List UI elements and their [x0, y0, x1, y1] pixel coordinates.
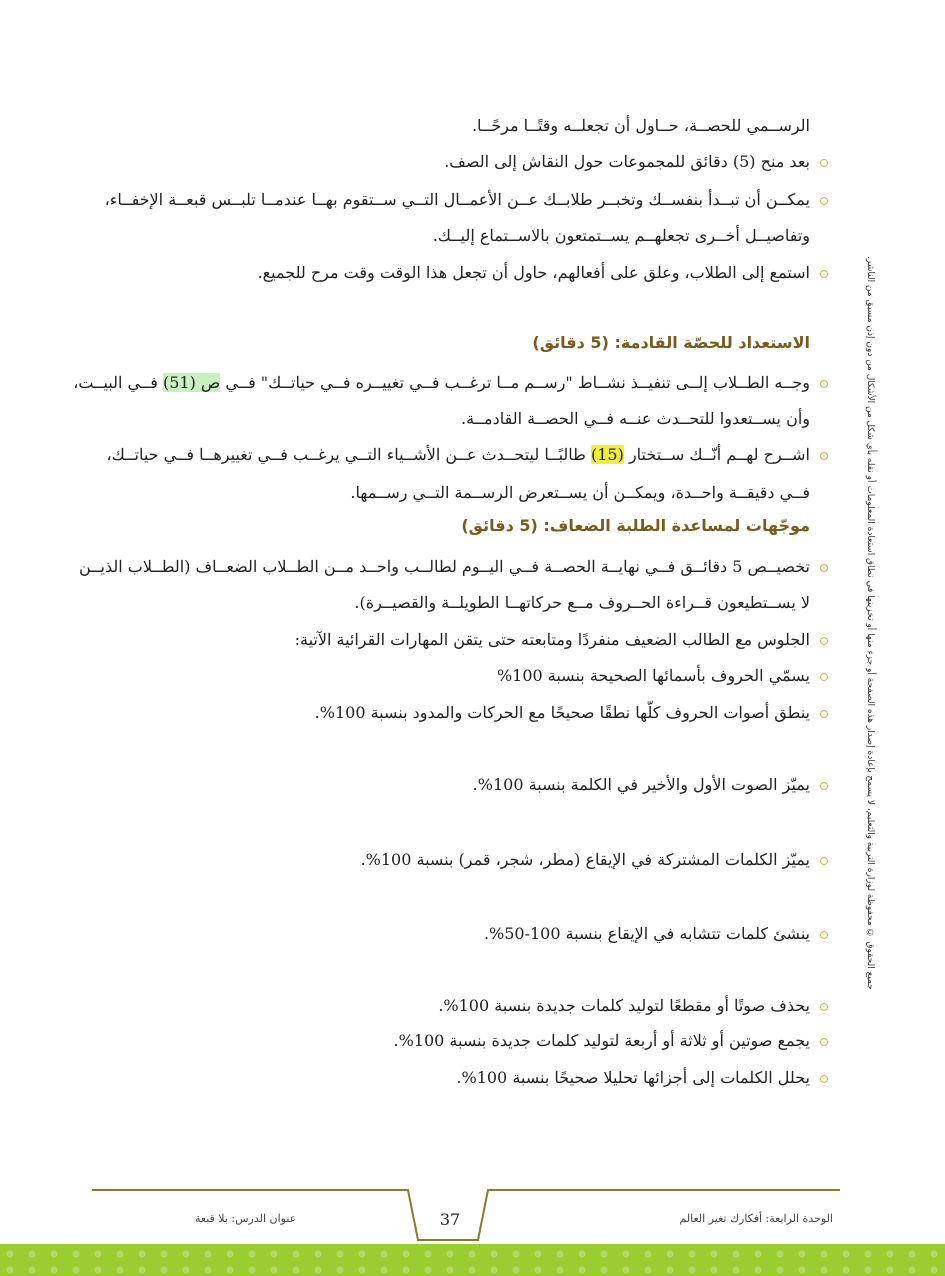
text-line: فــي دقيقــة واحــدة، ويمكــن أن يســتعرض الرســمة التــي رســمها.	[350, 483, 810, 502]
list-item: تخصيــص 5 دقائــق فــي نهايــة الحصــة فــي اليــوم لطالــب واحــد مــن الطــلاب الضعــاف (الطــلاب الذيــن	[78, 557, 810, 576]
section-heading-weak-students: موجّهات لمساعدة الطلبة الضعاف: (5 دقائق)	[461, 516, 810, 535]
text-line: الرســمي للحصــة، حــاول أن تجعلــه وقتًــا مرحًــا.	[471, 116, 810, 135]
text-line: وتفاصيــل أخــرى تجعلهــم يســتمتعون بالاســتماع إليــك.	[432, 226, 810, 245]
bullet-icon	[819, 188, 829, 198]
copyright-note: جميع الحقوق © محفوظة لوزارة التربية والتعليم، لا يسمح بإعادة إصدار هذه الصفحة أو جزء منها أو تخزينها في نطاق استعادة المعلومات أو نقله بأي شكل من الأشكال من دون إذن مسبق من الناشر.	[865, 256, 875, 990]
list-item: يحلل الكلمات إلى أجزائها تحليلا صحيحًا بنسبة 100%.	[456, 1068, 810, 1087]
list-item: ينطق أصوات الحروف كلّها نطقًا صحيحًا مع الحركات والمدود بنسبة 100%.	[314, 703, 810, 722]
page-reference-highlight: ص (51)	[162, 373, 221, 392]
list-item: الجلوس مع الطالب الضعيف منفردًا ومتابعته حتى يتقن المهارات القرائية الآتية:	[294, 630, 810, 649]
bullet-icon	[819, 1066, 829, 1076]
list-item: يمكــن أن تبــدأ بنفســك وتخبــر طلابــك عــن الأعمــال التــي ســتقوم بهــا عندمــا تلبــس قبعــة الإخفــاء،	[104, 190, 810, 209]
footer-unit-title: الوحدة الرابعة: أفكارك تغير العالم	[679, 1212, 833, 1225]
bullet-icon	[819, 150, 829, 160]
section-heading-preparation: الاستعداد للحصّة القادمة: (5 دقائق)	[532, 333, 810, 352]
list-item: يحذف صوتًا أو مقطعًا لتوليد كلمات جديدة بنسبة 100%.	[438, 996, 810, 1015]
bullet-icon	[819, 628, 829, 638]
list-item: ينشئ كلمات تتشابه في الإيقاع بنسبة 100-50%.	[483, 924, 810, 943]
bullet-icon	[819, 555, 829, 565]
text-segment: طالبًــا ليتحــدث عــن الأشــياء التــي يرغــب فــي تغييرهــا فــي حياتــك،	[106, 445, 586, 464]
bullet-icon	[819, 371, 829, 381]
footer-lesson-title: عنوان الدرس: بلا قبعة	[195, 1212, 297, 1225]
list-item	[73, 371, 810, 395]
text-line: لا يســتطيعون قــراءة الحــروف مــع حركاتهــا الطويلــة والقصيــرة).	[354, 593, 810, 612]
page-number: 37	[439, 1210, 461, 1229]
list-item: يميّز الصوت الأول والأخير في الكلمة بنسبة 100%.	[472, 775, 810, 794]
bullet-icon	[819, 848, 829, 858]
bullet-icon	[819, 1029, 829, 1039]
bullet-icon	[819, 701, 829, 711]
footer-decorative-band	[0, 1244, 945, 1276]
number-highlight: (15)	[591, 445, 624, 464]
list-item: يجمع صوتين أو ثلاثة أو أربعة لتوليد كلمات جديدة بنسبة 100%.	[393, 1031, 810, 1050]
text-segment: وجــه الطــلاب إلــى تنفيــذ نشــاط "رســم مــا ترغــب فــي تغييــره فــي حياتــك" فــي	[225, 373, 810, 392]
bullet-icon	[819, 664, 829, 674]
bullet-icon	[819, 261, 829, 271]
list-item: يسمّي الحروف بأسمائها الصحيحة بنسبة 100%	[496, 666, 810, 685]
list-item	[106, 443, 810, 467]
list-item: يميّز الكلمات المشتركة في الإيقاع (مطر، شجر، قمر) بنسبة 100%.	[360, 850, 810, 869]
bullet-icon	[819, 922, 829, 932]
bullet-icon	[819, 994, 829, 1004]
list-item: استمع إلى الطلاب، وعلق على أفعالهم، حاول أن تجعل هذا الوقت وقت مرح للجميع.	[257, 263, 810, 282]
text-segment: فــي البيــت،	[73, 373, 158, 392]
bullet-icon	[819, 773, 829, 783]
text-segment: اشــرح لهــم أنّــك ســتختار	[628, 445, 810, 464]
list-item: بعد منح (5) دقائق للمجموعات حول النقاش إلى الصف.	[444, 152, 810, 171]
text-line: وأن يســتعدوا للتحــدث عنــه فــي الحصــة القادمــة.	[460, 409, 810, 428]
bullet-icon	[819, 443, 829, 453]
